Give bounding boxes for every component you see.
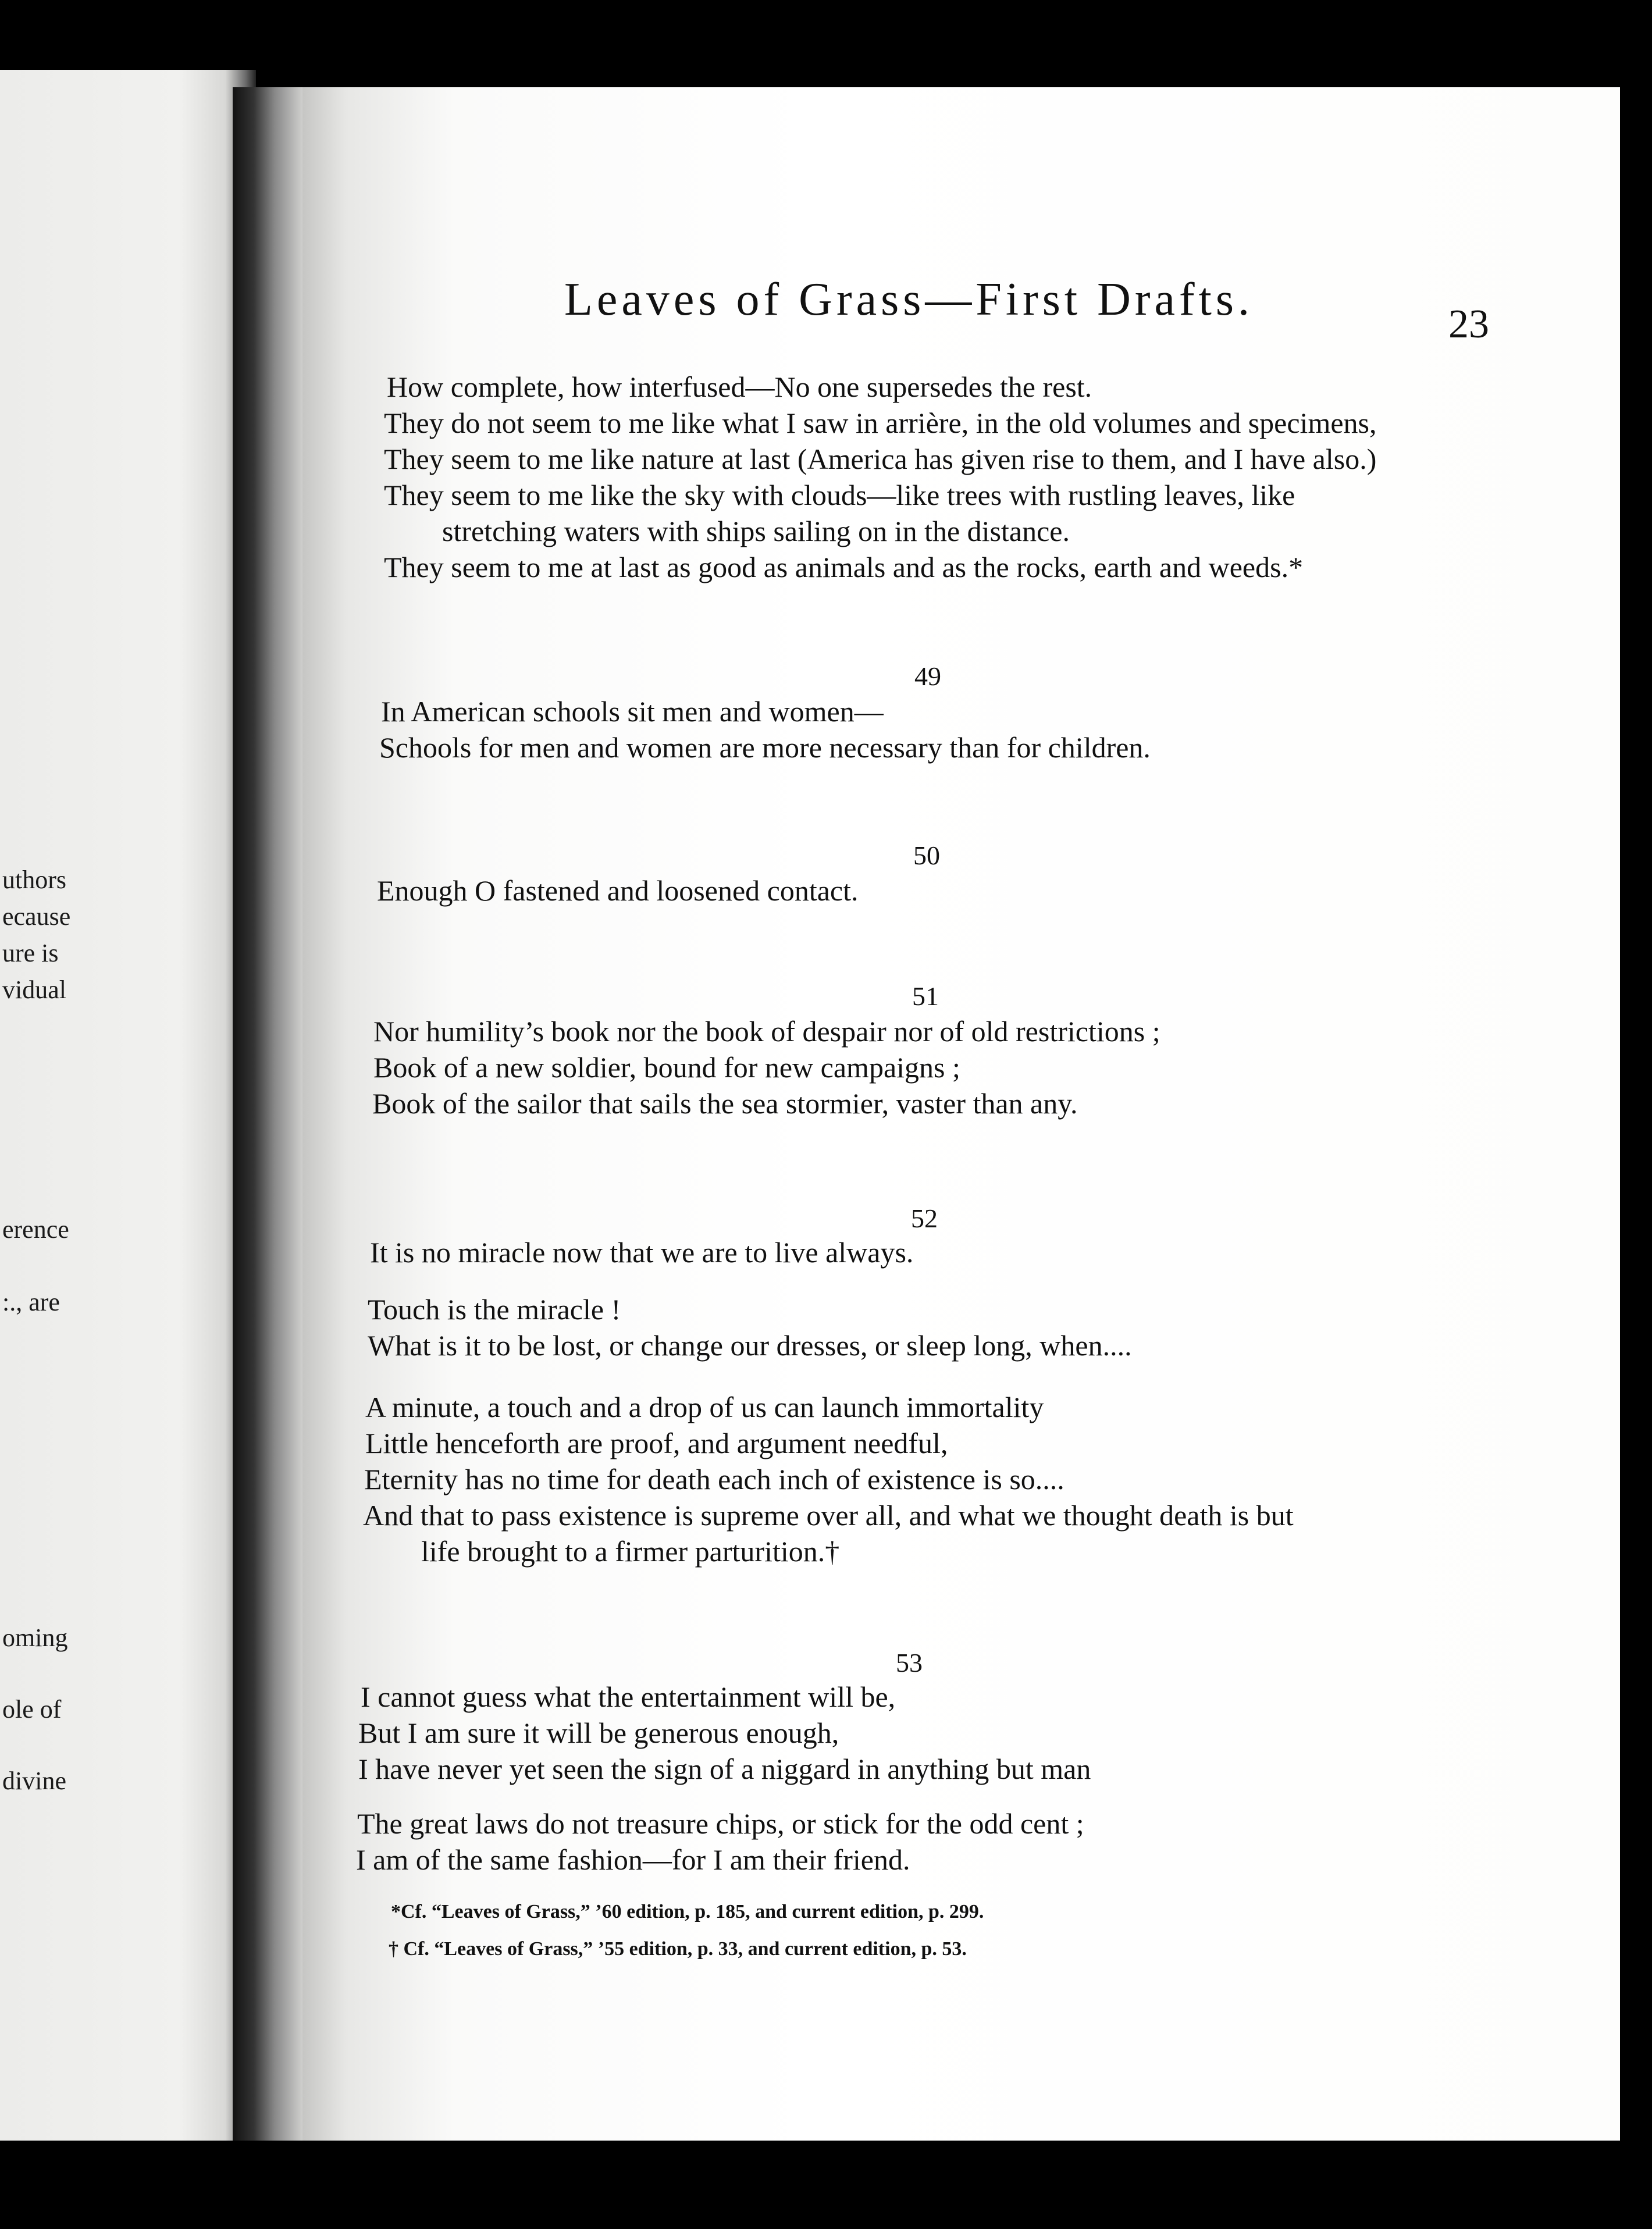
- section-number: 52: [911, 1203, 938, 1233]
- footnote: *Cf. “Leaves of Grass,” ’60 edition, p. 185, and current edition, p. 299.: [391, 1901, 984, 1922]
- running-head: Leaves of Grass—First Drafts.: [564, 274, 1254, 325]
- verse-line-continued: life brought to a firmer parturition.†: [421, 1535, 840, 1568]
- verse-line: I am of the same fashion—for I am their friend.: [356, 1843, 910, 1876]
- left-fragment: erence: [2, 1215, 69, 1244]
- footnote: † Cf. “Leaves of Grass,” ’55 edition, p. 33, and current edition, p. 53.: [389, 1938, 967, 1960]
- verse-line: They seem to me like the sky with clouds—like trees with rustling leaves, like: [384, 479, 1295, 511]
- verse-line: Schools for men and women are more necessary than for children.: [379, 731, 1151, 764]
- left-fragment: :., are: [2, 1288, 60, 1316]
- verse-line-continued: stretching waters with ships sailing on in the distance.: [442, 515, 1070, 547]
- verse-line: They seem to me at last as good as animals and as the rocks, earth and weeds.*: [384, 551, 1304, 583]
- left-fragment: ecause: [2, 902, 71, 931]
- verse-line: They seem to me like nature at last (America has given rise to them, and I have also.): [384, 443, 1377, 475]
- section-number: 51: [912, 981, 939, 1011]
- left-fragment: divine: [2, 1767, 66, 1795]
- left-fragment: oming: [2, 1623, 68, 1652]
- section-number: 53: [896, 1648, 923, 1678]
- verse-line: It is no miracle now that we are to live always.: [370, 1236, 914, 1269]
- section-number: 49: [914, 661, 941, 691]
- verse-line: Enough O fastened and loosened contact.: [377, 874, 859, 907]
- verse-line: Book of the sailor that sails the sea stormier, vaster than any.: [372, 1087, 1078, 1120]
- left-fragment: vidual: [2, 975, 66, 1004]
- verse-line: And that to pass existence is supreme over all, and what we thought death is but: [363, 1499, 1294, 1532]
- verse-line: How complete, how interfused—No one supersedes the rest.: [387, 371, 1092, 403]
- verse-line: I have never yet seen the sign of a niggard in anything but man: [358, 1753, 1091, 1785]
- section-number: 50: [913, 841, 940, 870]
- book-gutter: [233, 87, 302, 2141]
- verse-line: But I am sure it will be generous enough,: [358, 1717, 839, 1749]
- verse-line: What is it to be lost, or change our dresses, or sleep long, when....: [368, 1329, 1132, 1362]
- verse-line: Book of a new soldier, bound for new campaigns ;: [373, 1051, 960, 1084]
- left-page: [0, 70, 256, 2141]
- verse-line: Little henceforth are proof, and argument needful,: [365, 1427, 948, 1459]
- left-fragment: ure is: [2, 939, 59, 967]
- verse-line: They do not seem to me like what I saw in arrière, in the old volumes and specimens,: [384, 407, 1377, 439]
- verse-line: The great laws do not treasure chips, or stick for the odd cent ;: [357, 1807, 1084, 1840]
- verse-line: Touch is the miracle !: [368, 1293, 621, 1326]
- page-number: 23: [1448, 302, 1489, 347]
- verse-line: Eternity has no time for death each inch of existence is so....: [364, 1463, 1064, 1496]
- left-fragment: ole of: [2, 1695, 62, 1724]
- verse-line: In American schools sit men and women—: [381, 695, 884, 728]
- verse-line: A minute, a touch and a drop of us can launch immortality: [365, 1391, 1044, 1423]
- verse-line: I cannot guess what the entertainment will be,: [361, 1680, 896, 1713]
- left-fragment: uthors: [2, 866, 66, 894]
- verse-line: Nor humility’s book nor the book of despair nor of old restrictions ;: [373, 1015, 1160, 1048]
